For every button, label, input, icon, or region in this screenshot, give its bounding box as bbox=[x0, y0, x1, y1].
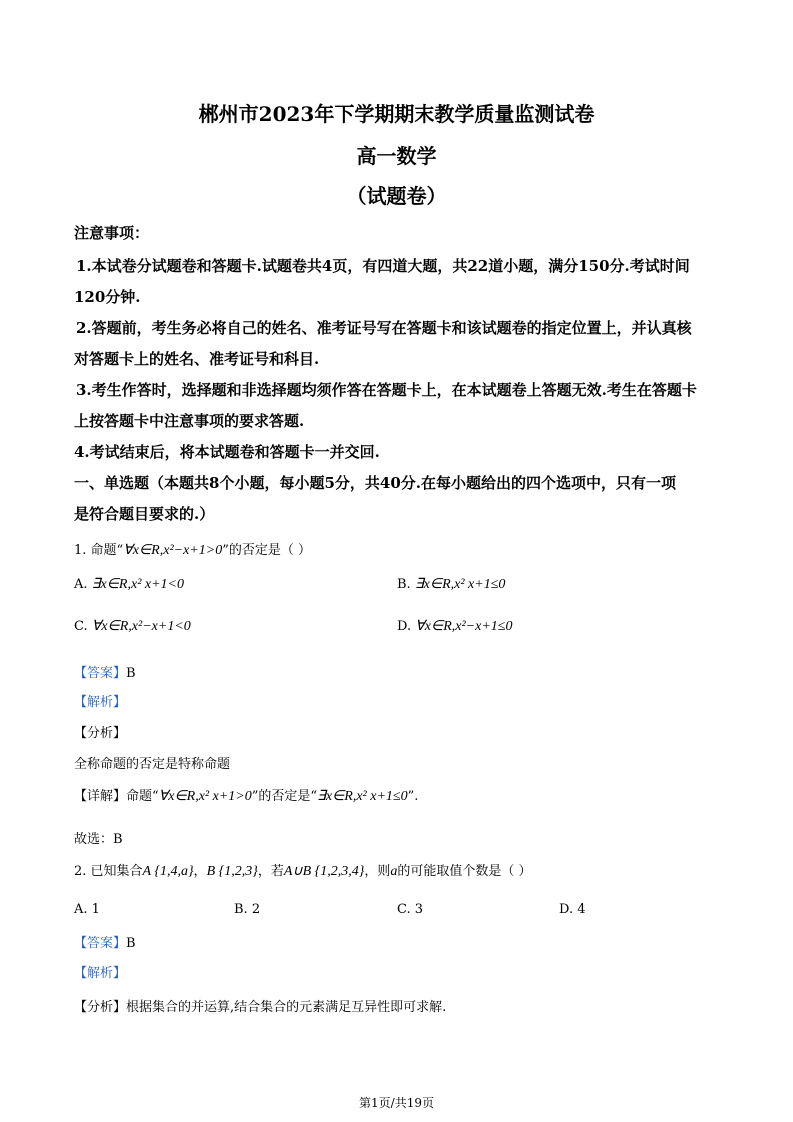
option-math: ∃x∈R,x² x+1<0 bbox=[91, 577, 184, 592]
question-1-prefix: 1. 命题“ bbox=[74, 543, 124, 558]
question-1-math: ∀x∈R,x²−x+1>0 bbox=[123, 543, 223, 558]
section-heading-line-2: 是符合题目要求的.） bbox=[74, 505, 215, 523]
fenxi-text: 根据集合的并运算,结合集合的元素满足互异性即可求解. bbox=[126, 1000, 447, 1015]
detail-pre: 命题“ bbox=[126, 789, 159, 804]
option-math: ∃x∈R,x² x+1≤0 bbox=[414, 577, 506, 592]
detail-math-1: ∀x∈R,x² x+1>0 bbox=[158, 789, 252, 804]
question-2-option-c: C. 3 bbox=[397, 902, 424, 917]
question-1-option-c bbox=[74, 618, 191, 635]
detail-math-2: ∃x∈R,x² x+1≤0 bbox=[317, 789, 408, 804]
question-2-suffix: 的可能取值个数是（ ） bbox=[397, 864, 532, 879]
question-1-detail bbox=[74, 785, 418, 805]
question-1-choose: 故选：B bbox=[74, 832, 123, 847]
notice-line-7: 4.考试结束后，将本试题卷和答题卡一并交回. bbox=[74, 443, 380, 461]
answer-tag: 【答案】 bbox=[74, 936, 127, 951]
fenxi-tag: 【分析】 bbox=[74, 1000, 127, 1015]
question-2-math-1: A {1,4,a} bbox=[142, 864, 194, 879]
question-1-fenxi-tag: 【分析】 bbox=[74, 726, 127, 741]
section-heading-line-1: 一、单选题（本题共8个小题，每小题5分，共40分.在每小题给出的四个选项中，只有一项 bbox=[74, 474, 676, 492]
subject-title: 高一数学 bbox=[356, 144, 437, 168]
option-label: B. bbox=[397, 577, 411, 592]
notice-line-4: 对答题卡上的姓名、准考证号和科目. bbox=[74, 350, 320, 368]
question-2-sep-3: ，则 bbox=[364, 864, 391, 879]
option-label: C. bbox=[74, 619, 88, 634]
question-2-prefix: 2. 已知集合 bbox=[74, 864, 143, 879]
question-2-option-d: D. 4 bbox=[559, 902, 586, 917]
answer-tag: 【答案】 bbox=[74, 666, 127, 681]
option-math: ∀x∈R,x²−x+1≤0 bbox=[415, 619, 513, 634]
question-1-stem bbox=[74, 539, 311, 559]
detail-tag: 【详解】 bbox=[74, 789, 127, 804]
notice-line-6: 上按答题卡中注意事项的要求答题. bbox=[74, 412, 305, 430]
notice-line-5: 3.考生作答时，选择题和非选择题均须作答在答题卡上，在本试题卷上答题无效.考生在答题卡 bbox=[76, 381, 697, 399]
paper-type: （试题卷） bbox=[346, 184, 447, 208]
detail-mid: ”的否定是“ bbox=[251, 789, 318, 804]
question-1-analysis-tag: 【解析】 bbox=[74, 695, 127, 710]
question-2-stem bbox=[74, 860, 532, 880]
question-1-option-d bbox=[397, 618, 512, 635]
question-2-math-4: a bbox=[390, 864, 398, 879]
question-2-option-a: A. 1 bbox=[74, 902, 100, 917]
question-1-suffix: ”的否定是（ ） bbox=[222, 543, 311, 558]
option-label: D. bbox=[397, 619, 412, 634]
question-1-option-a bbox=[74, 576, 184, 593]
question-1-option-b bbox=[397, 576, 505, 593]
detail-end: ”. bbox=[407, 789, 419, 804]
page-footer: 第1页/共19页 bbox=[359, 1096, 434, 1110]
option-math: ∀x∈R,x²−x+1<0 bbox=[91, 619, 191, 634]
question-2-fenxi bbox=[74, 996, 446, 1015]
question-2-math-2: B {1,2,3} bbox=[206, 864, 258, 879]
question-1-answer bbox=[74, 662, 136, 681]
answer-value: B bbox=[126, 936, 136, 951]
notice-line-2: 120分钟. bbox=[74, 288, 141, 306]
question-2-answer bbox=[74, 932, 136, 951]
question-2-math-3: A∪B {1,2,3,4} bbox=[283, 864, 365, 879]
question-1-fenxi-text: 全称命题的否定是特称命题 bbox=[74, 757, 231, 772]
notice-line-3: 2.答题前，考生务必将自己的姓名、准考证号写在答题卡和该试题卷的指定位置上，并认真核 bbox=[76, 319, 692, 337]
answer-value: B bbox=[126, 666, 136, 681]
question-2-sep-2: ，若 bbox=[257, 864, 284, 879]
question-2-option-b: B. 2 bbox=[234, 902, 261, 917]
notice-line-1: 1.本试卷分试题卷和答题卡.试题卷共4页，有四道大题，共22道小题，满分150分.考试时间 bbox=[76, 257, 690, 275]
exam-title: 郴州市2023年下学期期末教学质量监测试卷 bbox=[198, 102, 595, 126]
notice-heading: 注意事项： bbox=[74, 224, 150, 242]
question-2-analysis-tag: 【解析】 bbox=[74, 966, 127, 981]
question-2-sep-1: ， bbox=[193, 864, 207, 879]
option-label: A. bbox=[74, 577, 88, 592]
